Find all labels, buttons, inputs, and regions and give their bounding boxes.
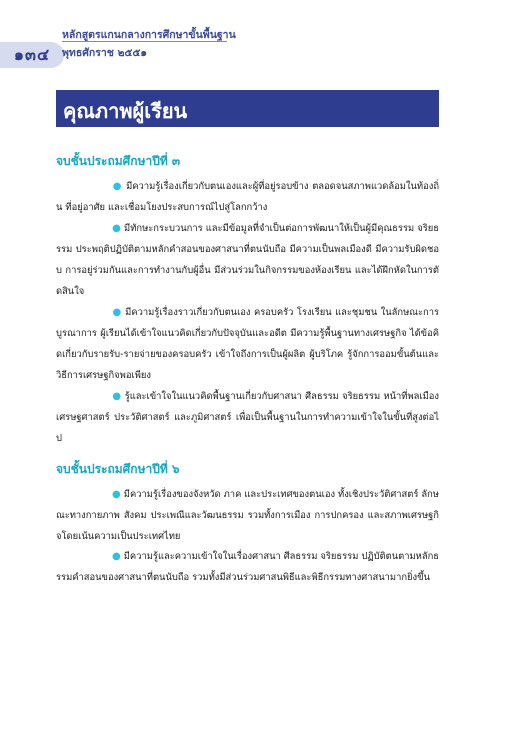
paragraph-item [56,218,439,302]
paragraph-text: มีความรู้เรื่องเกี่ยวกับตนเองและผู้ที่อยู่รอบข้าง ตลอดจนสภาพแวดล้อมในท้องถิ่น ที่อยู่อาศัย และเชื่อมโยงประสบการณ์ไปสู่โลกกว้าง [56,181,439,213]
paragraph-item [56,386,439,449]
paragraph-text: มีทักษะกระบวนการ และมีข้อมูลที่จำเป็นต่อการพัฒนาให้เป็นผู้มีคุณธรรม จริยธรรม ประพฤติปฏิบัติตามหลักคำสอนของศาสนาที่ตนนับถือ มีความเป็นพลเมืองดี มีความรับผิดชอบ การอยู่ร่วมกันและการทำงานกับผู้อื่น มีส่วนร่วมในกิจกรรมของห้องเรียน และได้ฝึกหัดในการตัดสินใจ [56,223,439,297]
bullet-icon: ● [112,391,122,402]
header-divider [62,41,227,42]
running-header-title: หลักสูตรแกนกลางการศึกษาขั้นพื้นฐาน [62,29,236,41]
running-header-subtitle: พุทธศักราช ๒๕๕๑ [62,47,148,59]
paragraph-item [56,302,439,386]
page-number: ๑๓๔ [0,42,64,68]
paragraph-text: มีความรู้เรื่องราวเกี่ยวกับตนเอง ครอบครัว โรงเรียน และชุมชน ในลักษณะการบูรณาการ ผู้เรียนได้เข้าใจแนวคิดเกี่ยวกับปัจจุบันและอดีต มีความรู้พื้นฐานทางเศรษฐกิจ ได้ข้อคิดเกี่ยวกับรายรับ-รายจ่ายของครอบครัว เข้าใจถึงการเป็นผู้ผลิต ผู้บริโภค รู้จักการออมขั้นต้นและวิธีการเศรษฐกิจพอเพียง [56,307,439,381]
bullet-icon: ● [112,489,121,500]
banner-title: คุณภาพผู้เรียน [63,99,188,123]
section-banner [56,90,439,127]
paragraph-text: รู้และเข้าใจในแนวคิดพื้นฐานเกี่ยวกับศาสนา ศีลธรรม จริยธรรม หน้าที่พลเมือง เศรษฐศาสตร์ ประวัติศาสตร์ และภูมิศาสตร์ เพื่อเป็นพื้นฐานในการทำความเข้าใจในขั้นที่สูงต่อไป [56,391,439,444]
paragraph-text: มีความรู้และความเข้าใจในเรื่องศาสนา ศีลธรรม จริยธรรม ปฏิบัติตนตามหลักธรรมคำสอนของศาสนาที่ตนนับถือ รวมทั้งมีส่วนร่วมศาสนพิธีและพิธีกรรมทางศาสนามากยิ่งขึ้น [56,551,440,583]
section-heading-grade-3: จบชั้นประถมศึกษาปีที่ ๓ [56,154,181,168]
paragraph-item [56,176,439,218]
bullet-icon: ● [112,551,121,562]
bullet-icon: ● [112,181,123,192]
bullet-icon: ● [112,307,122,318]
bullet-icon: ● [112,223,121,234]
paragraph-text: มีความรู้เรื่องของจังหวัด ภาค และประเทศของตนเอง ทั้งเชิงประวัติศาสตร์ ลักษณะทางกายภาพ สังคม ประเพณีและวัฒนธรรม รวมทั้งการเมือง การปกครอง และสภาพเศรษฐกิจโดยเน้นความเป็นประเทศไทย [56,489,439,542]
paragraph-item [56,484,439,547]
paragraph-item [56,546,439,588]
section-heading-grade-6: จบชั้นประถมศึกษาปีที่ ๖ [56,462,180,476]
